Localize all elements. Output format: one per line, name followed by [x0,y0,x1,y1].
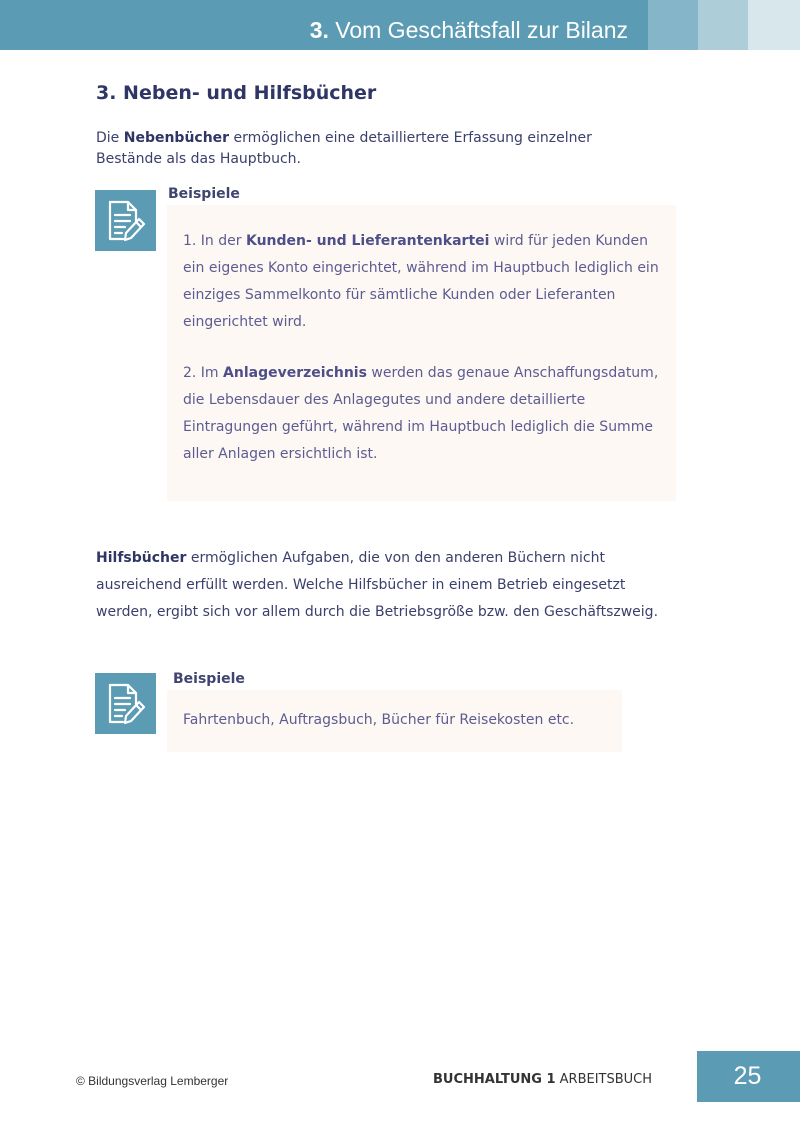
page-number: 25 [697,1051,800,1102]
example-item [183,228,660,336]
hilfsbuecher-text: ermöglichen Aufgaben, die von den anderen Büchern nicht ausreichend erfüllt werden. Welche Hilfsbücher in einem Betrieb eingesetzt werden, ergibt sich vor allem durch die Betriebsgröße bzw. den Geschäftszweig. [96,550,659,620]
example-item [183,360,660,468]
example-text: Fahrtenbuch, Auftragsbuch, Bücher für Reisekosten etc. [183,712,575,728]
example-item-term: Anlageverzeichnis [223,365,367,381]
example-item-term: Kunden- und Lieferantenkartei [245,233,490,249]
spacer [183,336,660,360]
example-item-prefix: 1. In der [183,233,246,249]
copyright: © Bildungsverlag Lemberger [76,1074,229,1088]
section-title: 3. Neben- und Hilfsbücher [96,82,377,104]
document-pen-icon [95,190,156,251]
hilfsbuecher-term: Hilfsbücher [96,550,187,566]
example-box [167,205,676,501]
chapter-title-text: Vom Geschäftsfall zur Bilanz [335,17,628,43]
example-item-prefix: 2. Im [183,365,224,381]
example-label: Beispiele [168,186,240,202]
document-pen-icon [95,673,156,734]
book-title-bold: BUCHHALTUNG 1 [433,1072,556,1087]
page-header [0,0,800,50]
intro-prefix: Die [96,130,124,146]
chapter-title [310,17,628,44]
intro-paragraph [96,128,656,170]
example-item-text: wird für jeden Kunden ein eigenes Konto eingerichtet, während im Hauptbuch lediglich ein einziges Sammelkonto für sämtliche Kunden oder Lieferanten eingerichtet wird. [183,233,659,330]
example-label: Beispiele [173,671,245,687]
header-block-1 [648,0,698,50]
header-block-2 [698,0,748,50]
intro-term: Nebenbücher [123,130,230,146]
example-box [167,690,622,752]
intro-text: ermöglichen eine detailliertere Erfassung einzelner Bestände als das Hauptbuch. [96,130,592,167]
chapter-number: 3. [309,17,329,43]
book-title-rest: ARBEITSBUCH [555,1072,653,1087]
example-item-text: werden das genaue Anschaffungsdatum, die Lebensdauer des Anlagegutes und andere detaillierte Eintragungen geführt, während im Hauptbuch lediglich die Summe aller Anlagen ersichtlich ist. [183,365,659,462]
book-title [433,1072,652,1087]
hilfsbuecher-paragraph [96,545,676,626]
header-block-3 [748,0,800,50]
